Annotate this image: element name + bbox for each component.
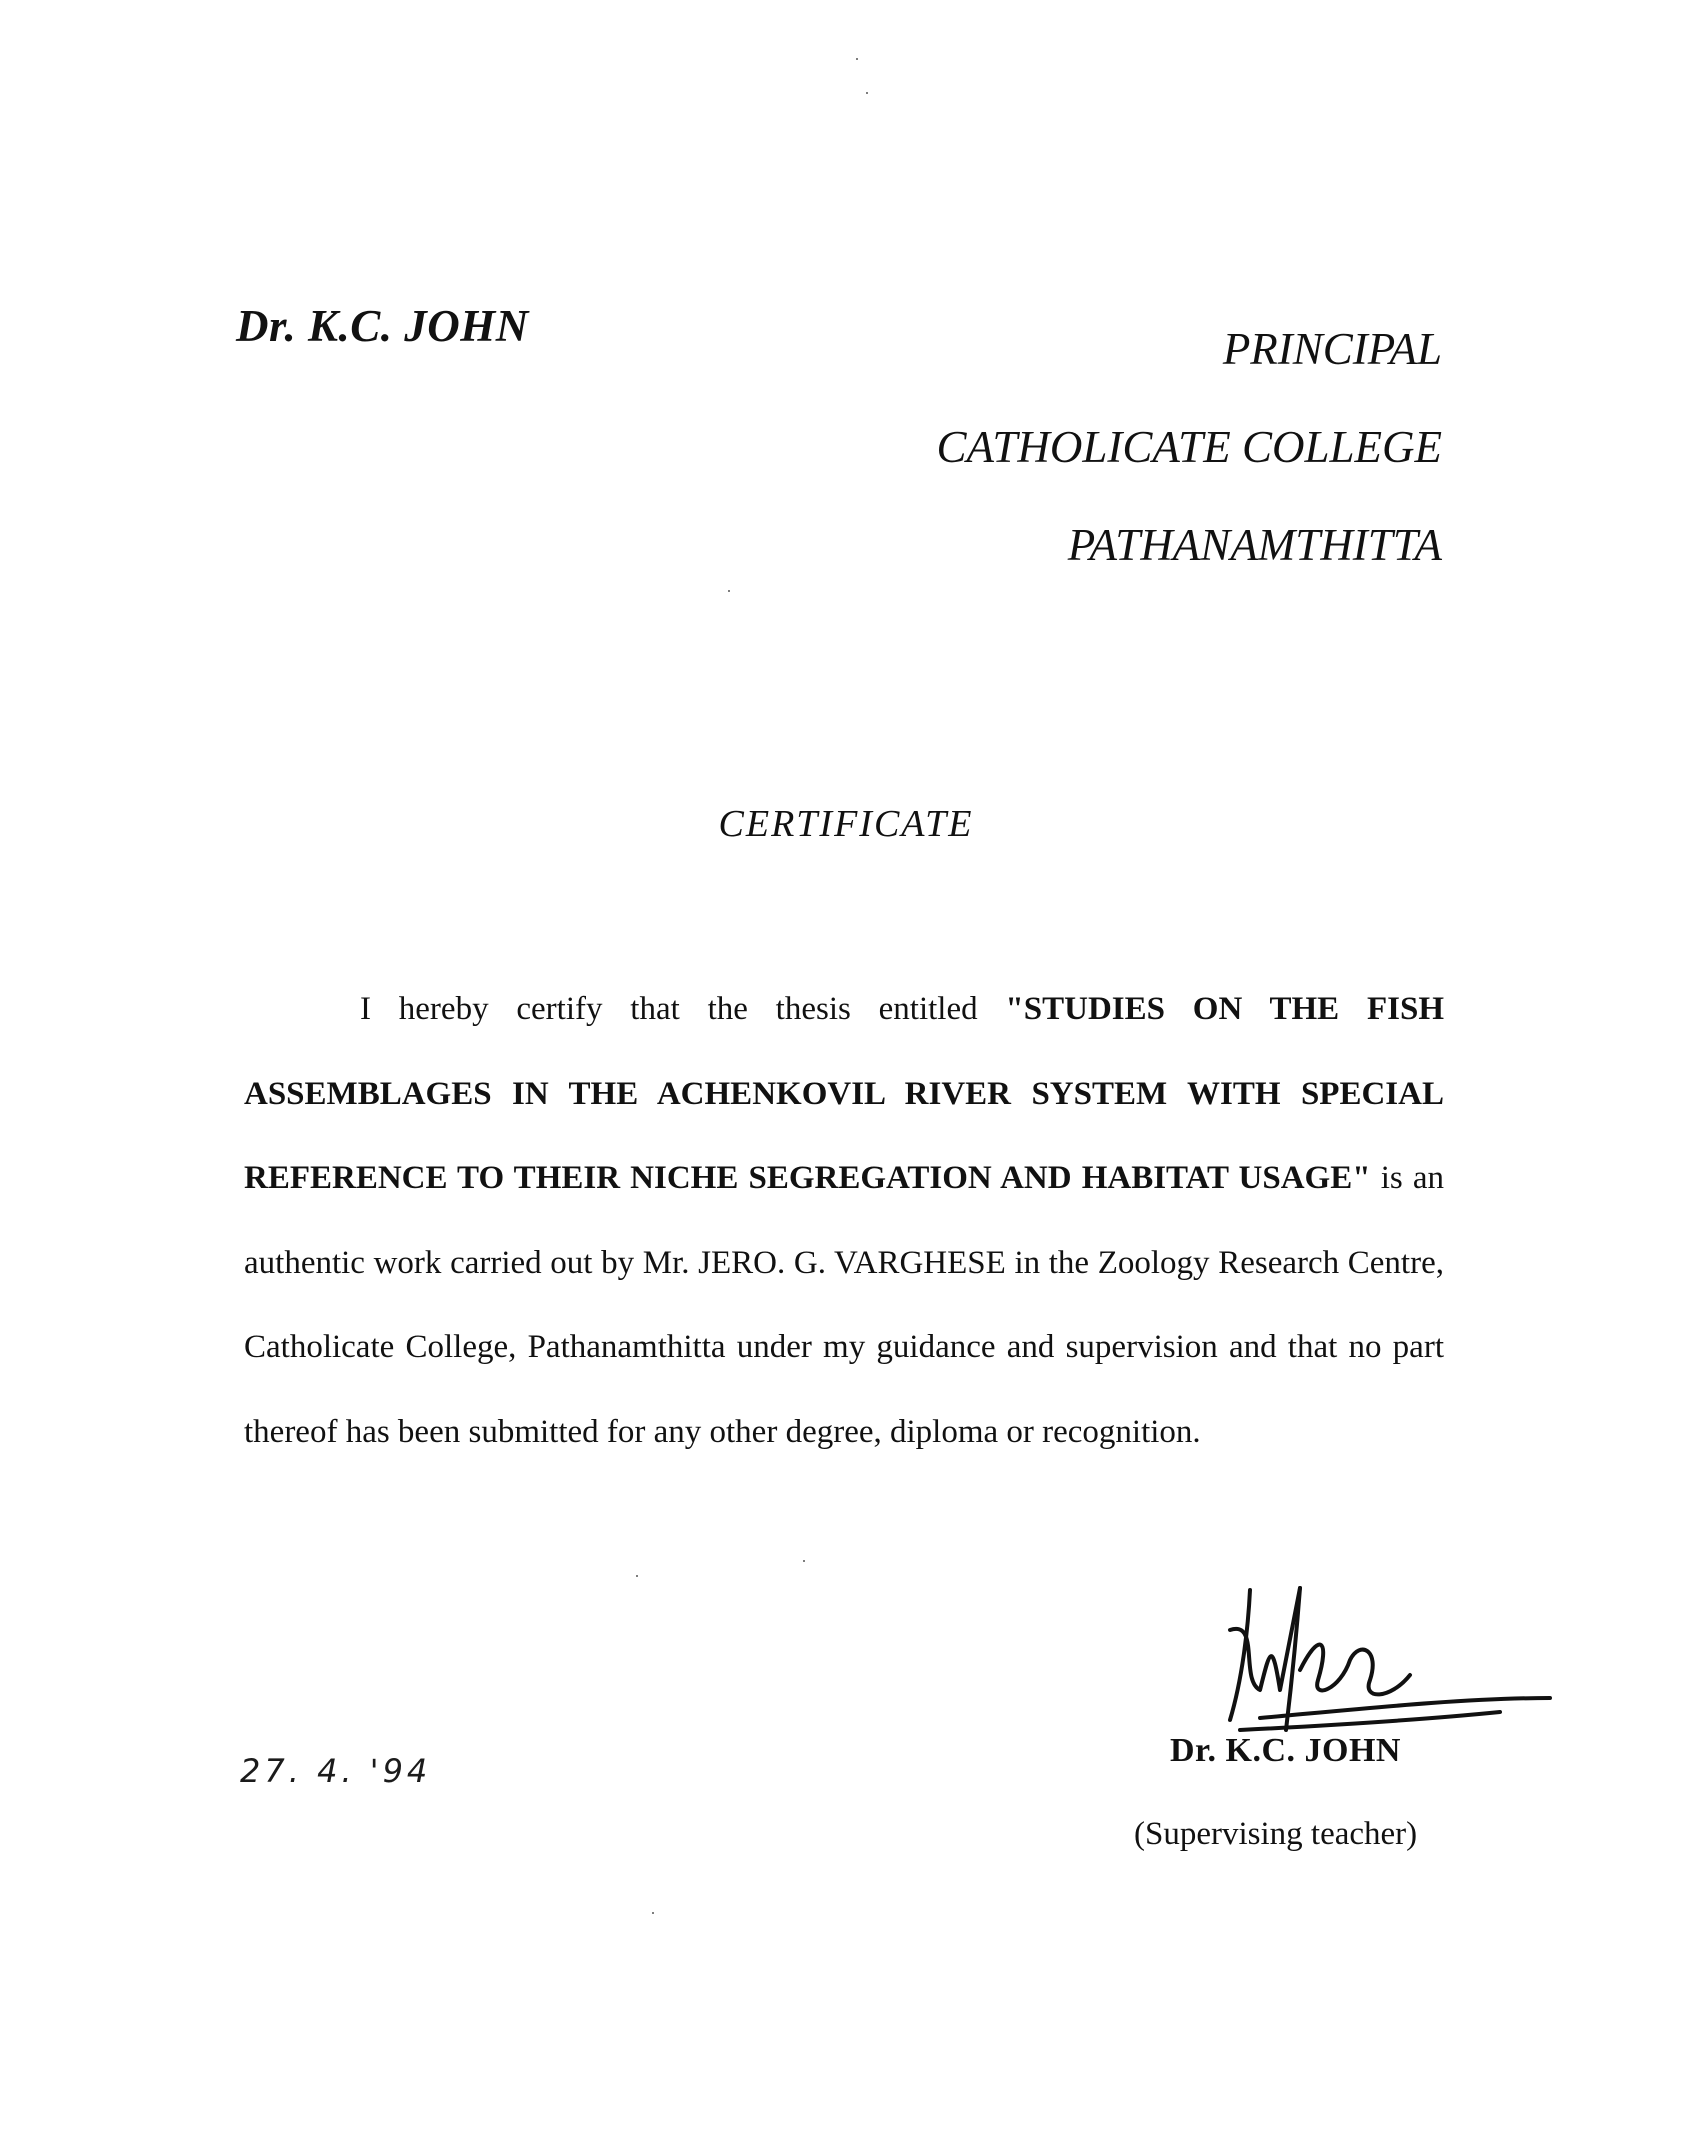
signatory-name: Dr. K.C. JOHN bbox=[1170, 1732, 1401, 1769]
certificate-body bbox=[244, 967, 1444, 1474]
body-intro: I hereby certify that the thesis entitled bbox=[360, 991, 1006, 1027]
signatory-role: (Supervising teacher) bbox=[1134, 1816, 1418, 1852]
letterhead-name: Dr. K.C. JOHN bbox=[236, 301, 529, 351]
institution-name: CATHOLICATE COLLEGE bbox=[936, 422, 1442, 472]
signature-image bbox=[1200, 1570, 1570, 1740]
handwritten-date: 27. 4. '94 bbox=[240, 1752, 432, 1790]
scan-speck bbox=[866, 92, 868, 94]
scan-speck bbox=[728, 590, 730, 592]
designation-title: PRINCIPAL bbox=[1222, 324, 1442, 374]
scan-speck bbox=[856, 58, 858, 60]
scan-speck bbox=[803, 1560, 805, 1562]
scan-speck bbox=[652, 1912, 654, 1914]
letterhead-designation bbox=[936, 300, 1442, 594]
thesis-title: "STUDIES ON THE FISH ASSEMBLAGES IN THE ACHENKOVIL RIVER SYSTEM WITH SPECIAL REFERENCE TO THEIR NICHE SEGREGATION AND HABITAT USAGE" bbox=[244, 991, 1444, 1196]
scan-speck bbox=[636, 1575, 638, 1577]
institution-location: PATHANAMTHITTA bbox=[1067, 520, 1442, 570]
certificate-heading: CERTIFICATE bbox=[718, 803, 974, 845]
body-rest: is an authentic work carried out by Mr. JERO. G. VARGHESE in the Zoology Research Centre, Catholicate College, Pathanamthitta under my guidance and supervision and that no part thereof has been submitted for any other degree, diploma or recognition. bbox=[244, 1160, 1444, 1450]
